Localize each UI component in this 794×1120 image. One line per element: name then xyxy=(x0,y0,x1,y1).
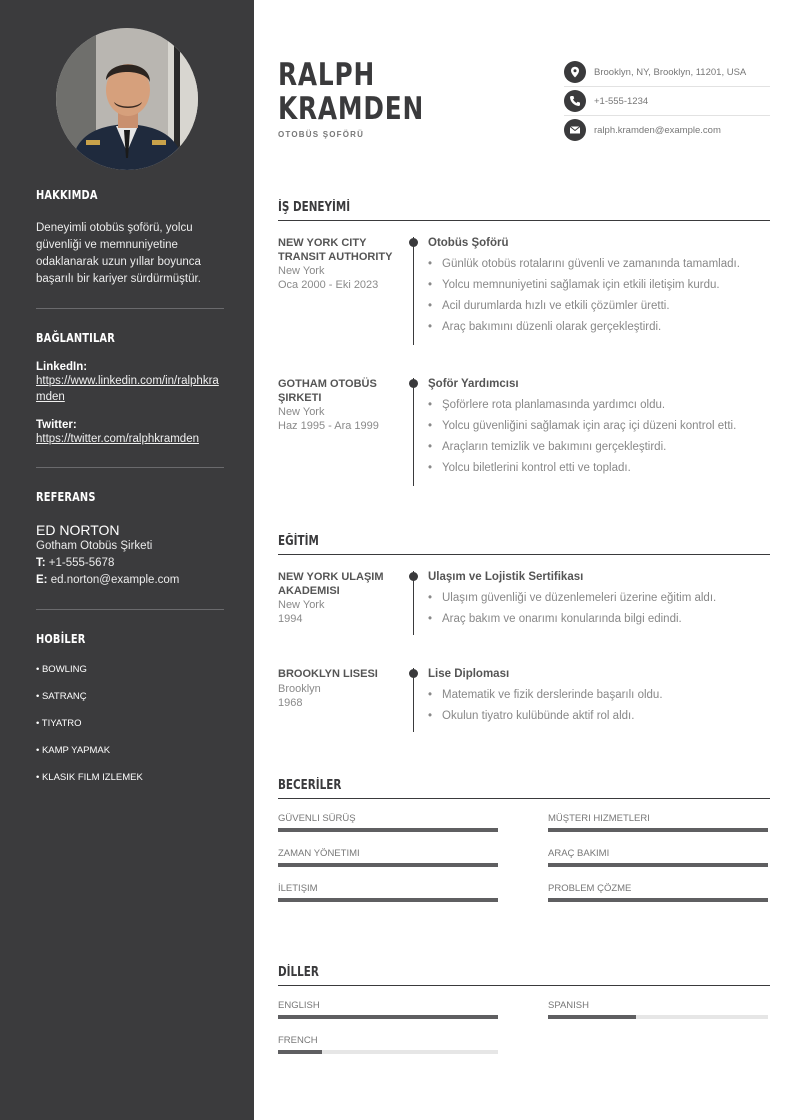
reference-company: Gotham Otobüs Şirketi xyxy=(36,540,153,552)
skill-bar-fill xyxy=(278,898,498,902)
experience-location: New York xyxy=(278,406,325,418)
education-location: New York xyxy=(278,599,325,611)
contact-block xyxy=(564,58,770,144)
language-bar-fill xyxy=(278,1015,498,1019)
skill-label: MÜŞTERI HIZMETLERI xyxy=(548,813,650,824)
contact-address xyxy=(564,58,770,87)
skills-heading: BECERİLER xyxy=(278,778,342,793)
contact-email xyxy=(564,116,770,144)
links-list xyxy=(36,361,224,447)
contact-phone xyxy=(564,87,770,116)
language-bar xyxy=(278,1050,498,1054)
skill-label: PROBLEM ÇÖZME xyxy=(548,883,632,894)
hobby-item: • BOWLING xyxy=(36,664,87,675)
name-last: KRAMDEN xyxy=(278,91,425,127)
hobby-item: • TIYATRO xyxy=(36,718,82,729)
divider xyxy=(36,467,224,468)
experience-bullet: • Şoförlere rota planlamasında yardımcı oldu. xyxy=(428,399,770,411)
hobby-item: • KLASIK FILM IZLEMEK xyxy=(36,772,143,783)
location-pin-icon xyxy=(564,61,586,83)
twitter-label: Twitter: xyxy=(36,419,77,431)
experience-details xyxy=(428,378,770,474)
education-org: NEW YORK ULAŞIM AKADEMISI xyxy=(278,571,384,597)
timeline-dot xyxy=(409,379,418,388)
sidebar-content xyxy=(36,188,224,783)
experience-details xyxy=(428,237,770,333)
profile-photo xyxy=(56,28,198,170)
languages-section-title xyxy=(278,963,770,986)
experience-bullet: • Acil durumlarda hızlı ve etkili çözümler üretti. xyxy=(428,300,770,312)
experience-role: Şoför Yardımcısı xyxy=(428,378,519,390)
experience-org: GOTHAM OTOBÜS ŞIRKETI xyxy=(278,378,377,404)
skill-bar-fill xyxy=(548,863,768,867)
skill-bar xyxy=(278,828,498,832)
language-bar xyxy=(548,1015,768,1019)
language-label: FRENCH xyxy=(278,1035,318,1046)
experience-location: New York xyxy=(278,265,325,277)
education-bullet: • Okulun tiyatro kulübünde aktif rol aldı. xyxy=(428,710,770,722)
experience-heading: İŞ DENEYİMİ xyxy=(278,200,351,215)
language-label: ENGLISH xyxy=(278,1000,320,1011)
skill-bar-fill xyxy=(278,828,498,832)
skill-item xyxy=(278,813,498,832)
reference-phone-label: T: xyxy=(36,557,46,569)
skill-label: ZAMAN YÖNETIMI xyxy=(278,848,360,859)
hobby-item: • KAMP YAPMAK xyxy=(36,745,111,756)
address-text: Brooklyn, NY, Brooklyn, 11201, USA xyxy=(594,66,747,78)
skill-bar xyxy=(548,898,768,902)
reference-name: ED NORTON xyxy=(36,522,120,538)
timeline-line xyxy=(413,378,414,486)
about-text: Deneyimli otobüs şoförü, yolcu güvenliği ve memnuniyetine odaklanarak uzun yıllar boyunca başarılı bir kariyer sürdürmüştür. xyxy=(36,222,201,285)
name-first: RALPH xyxy=(278,57,376,93)
experience-bullet: • Yolcu biletlerini kontrol etti ve topladı. xyxy=(428,462,770,474)
timeline-dot xyxy=(409,238,418,247)
education-section-title xyxy=(278,532,770,555)
language-item xyxy=(278,1035,498,1054)
candidate-name xyxy=(278,58,424,126)
skill-item xyxy=(278,883,498,902)
skill-bar xyxy=(548,828,768,832)
education-bullet: • Araç bakım ve onarımı konularında bilgi edindi. xyxy=(428,613,770,625)
education-bullet: • Ulaşım güvenliği ve düzenlemeleri üzerine eğitim aldı. xyxy=(428,592,770,604)
hobby-item: • SATRANÇ xyxy=(36,691,87,702)
education-location: Brooklyn xyxy=(278,682,321,695)
skill-item xyxy=(548,813,768,832)
education-org-block xyxy=(278,668,398,710)
experience-org-block xyxy=(278,378,398,433)
skill-bar-fill xyxy=(278,863,498,867)
skill-label: İLETIŞIM xyxy=(278,883,318,894)
skill-bar-fill xyxy=(548,898,768,902)
language-bar xyxy=(278,1015,498,1019)
experience-dates: Haz 1995 - Ara 1999 xyxy=(278,420,379,432)
experience-section-title xyxy=(278,198,770,221)
education-org-block xyxy=(278,571,398,626)
language-label: SPANISH xyxy=(548,1000,590,1011)
links-heading: BAĞLANTILAR xyxy=(36,331,115,345)
languages-heading: DİLLER xyxy=(278,965,319,980)
skill-label: ARAÇ BAKIMI xyxy=(548,848,610,859)
language-bar-fill xyxy=(278,1050,322,1054)
skill-item xyxy=(548,848,768,867)
email-text: ralph.kramden@example.com xyxy=(594,124,721,136)
skills-section-title xyxy=(278,776,770,799)
experience-role: Otobüs Şoförü xyxy=(428,237,509,249)
education-degree: Lise Diploması xyxy=(428,668,510,680)
experience-bullet: • Araçların temizlik ve bakımını gerçekleştirdi. xyxy=(428,441,770,453)
hobbies-heading: HOBİLER xyxy=(36,632,86,646)
experience-bullet: • Yolcu güvenliğini sağlamak için araç içi düzeni kontrol etti. xyxy=(428,420,770,432)
skill-bar-fill xyxy=(548,828,768,832)
timeline-dot xyxy=(409,669,418,678)
skill-label: GÜVENLI SÜRÜŞ xyxy=(278,813,356,824)
reference-heading: REFERANS xyxy=(36,490,96,504)
reference-phone xyxy=(36,555,224,572)
reference-email-label: E: xyxy=(36,574,48,586)
divider xyxy=(36,308,224,309)
linkedin-link[interactable]: https://www.linkedin.com/in/ralphkramden xyxy=(36,375,219,403)
twitter-link[interactable]: https://twitter.com/ralphkramden xyxy=(36,433,199,445)
experience-bullet: • Araç bakımını düzenli olarak gerçekleştirdi. xyxy=(428,321,770,333)
hobbies-list xyxy=(36,664,224,783)
reference-phone-value: +1-555-5678 xyxy=(48,557,115,569)
skill-item xyxy=(548,883,768,902)
skill-bar xyxy=(278,863,498,867)
reference-email-value: ed.norton@example.com xyxy=(50,574,180,586)
divider xyxy=(36,609,224,610)
timeline-line xyxy=(413,237,414,345)
education-degree: Ulaşım ve Lojistik Sertifikası xyxy=(428,571,584,583)
skill-item xyxy=(278,848,498,867)
language-bar-fill xyxy=(548,1015,636,1019)
experience-dates: Oca 2000 - Eki 2023 xyxy=(278,279,379,291)
phone-icon xyxy=(564,90,586,112)
education-org: BROOKLYN LISESI xyxy=(278,668,378,680)
phone-text: +1-555-1234 xyxy=(594,95,649,107)
education-details xyxy=(428,571,770,625)
linkedin-label: LinkedIn: xyxy=(36,361,88,373)
skill-bar xyxy=(548,863,768,867)
education-heading: EĞİTİM xyxy=(278,534,319,549)
language-item xyxy=(278,1000,498,1019)
language-item xyxy=(548,1000,768,1019)
experience-bullet: • Yolcu memnuniyetini sağlamak için etkili iletişim kurdu. xyxy=(428,279,770,291)
education-dates: 1968 xyxy=(278,696,303,709)
experience-bullet: • Günlük otobüs rotalarını güvenli ve zamanında tamamladı. xyxy=(428,258,770,270)
timeline-dot xyxy=(409,572,418,581)
job-title: OTOBÜS ŞOFÖRÜ xyxy=(278,130,365,139)
experience-org: NEW YORK CITY TRANSIT AUTHORITY xyxy=(278,237,393,263)
reference-email xyxy=(36,572,224,589)
skill-bar xyxy=(278,898,498,902)
sidebar xyxy=(0,0,254,1120)
education-bullet: • Matematik ve fizik derslerinde başarılı oldu. xyxy=(428,689,770,701)
education-details xyxy=(428,668,770,722)
education-dates: 1994 xyxy=(278,613,303,625)
about-heading: HAKKIMDA xyxy=(36,188,98,202)
envelope-icon xyxy=(564,119,586,141)
experience-org-block xyxy=(278,237,398,292)
